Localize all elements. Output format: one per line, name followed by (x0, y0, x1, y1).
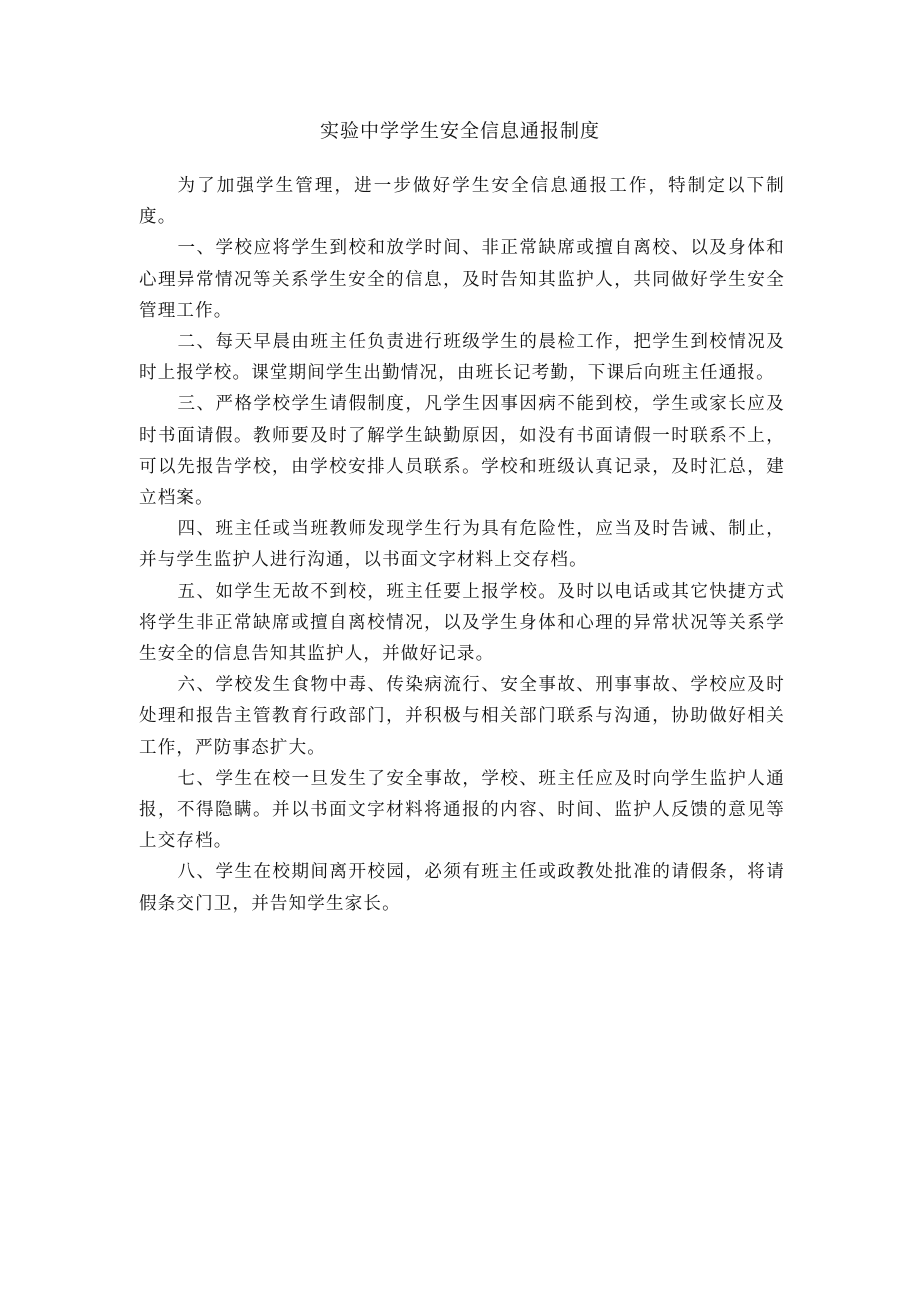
rule-paragraph-8: 八、学生在校期间离开校园，必须有班主任或政教处批准的请假条，将请假条交门卫，并告知学生家长。 (139, 862, 785, 914)
rule-paragraph-6: 六、学校发生食物中毒、传染病流行、安全事故、刑事事故、学校应及时处理和报告主管教育行政部门，并积极与相关部门联系与沟通，协助做好相关工作，严防事态扩大。 (139, 675, 785, 758)
rule-paragraph-2: 二、每天早晨由班主任负责进行班级学生的晨检工作，把学生到校情况及时上报学校。课堂期间学生出勤情况，由班长记考勤，下课后向班主任通报。 (139, 332, 785, 384)
rule-paragraph-7: 七、学生在校一旦发生了安全事故，学校、班主任应及时向学生监护人通报，不得隐瞒。并以书面文字材料将通报的内容、时间、监护人反馈的意见等上交存档。 (139, 768, 785, 852)
rule-paragraph-5: 五、如学生无故不到校，班主任要上报学校。及时以电话或其它快捷方式将学生非正常缺席或擅自离校情况，以及学生身体和心理的异常状况等关系学生安全的信息告知其监护人，并做好记录。 (139, 581, 785, 665)
document-body (139, 171, 785, 920)
rule-paragraph-4: 四、班主任或当班教师发现学生行为具有危险性，应当及时告诫、制止，并与学生监护人进行沟通，以书面文字材料上交存档。 (139, 519, 785, 571)
rule-paragraph-1: 一、学校应将学生到校和放学时间、非正常缺席或擅自离校、以及身体和心理异常情况等关系学生安全的信息，及时告知其监护人，共同做好学生安全管理工作。 (139, 238, 785, 321)
intro-paragraph: 为了加强学生管理，进一步做好学生安全信息通报工作，特制定以下制度。 (139, 176, 785, 228)
rule-paragraph-3: 三、严格学校学生请假制度，凡学生因事因病不能到校，学生或家长应及时书面请假。教师要及时了解学生缺勤原因，如没有书面请假一时联系不上，可以先报告学校，由学校安排人员联系。学校和班级认真记录，及时汇总，建立档案。 (139, 394, 785, 509)
document-title: 实验中学学生安全信息通报制度 (319, 120, 600, 142)
